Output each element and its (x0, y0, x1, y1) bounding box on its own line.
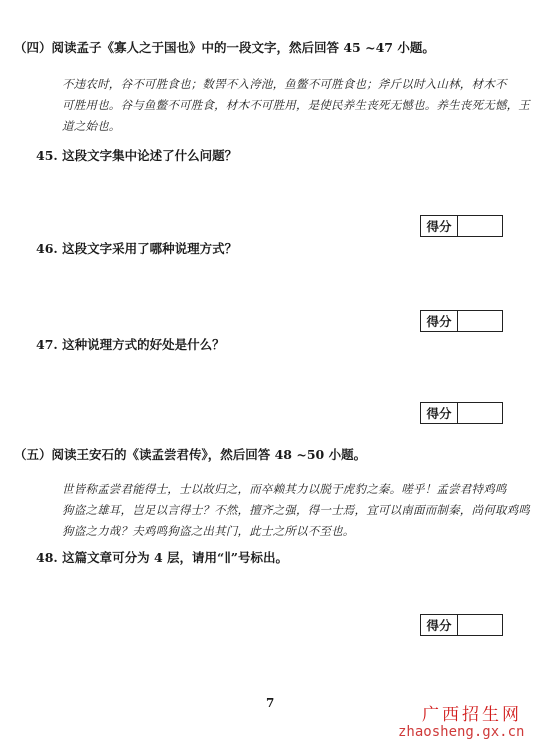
score-blank[interactable] (458, 403, 502, 423)
section5-heading: （五）阅读王安石的《读孟尝君传》，然后回答 48 ~50 小题。 (14, 447, 367, 462)
section4-passage-line-1: 不违农时，谷不可胜食也；数罟不入洿池，鱼鳖不可胜食也；斧斤以时入山林，材木不 (62, 77, 507, 91)
question-45: 45. 这段文字集中论述了什么问题？ (36, 148, 238, 163)
section4-heading: （四）阅读孟子《寡人之于国也》中的一段文字，然后回答 45 ~47 小题。 (14, 40, 435, 55)
question-48: 48. 这篇文章可分为 4 层，请用“∥”号标出。 (36, 550, 288, 565)
score-blank[interactable] (458, 311, 502, 331)
score-label: 得分 (421, 403, 458, 423)
section5-passage-line-2: 狗盗之雄耳，岂足以言得士？不然，擅齐之强，得一士焉，宜可以南面而制秦，尚何取鸡鸣 (62, 503, 530, 517)
watermark-url: zhaosheng.gx.cn (398, 724, 525, 740)
section5-passage-line-3: 狗盗之力哉？夫鸡鸣狗盗之出其门，此士之所以不至也。 (62, 524, 355, 538)
section4-passage-line-2: 可胜用也。谷与鱼鳖不可胜食，材木不可胜用，是使民养生丧死无憾也。养生丧死无憾，王 (62, 98, 530, 112)
score-box-48 (420, 614, 503, 636)
score-label: 得分 (421, 615, 458, 635)
watermark-site-name: 广西招生网 (422, 705, 522, 725)
score-blank[interactable] (458, 216, 502, 236)
score-label: 得分 (421, 216, 458, 236)
section5-passage-line-1: 世皆称孟尝君能得士，士以故归之，而卒赖其力以脱于虎豹之秦。嗟乎！孟尝君特鸡鸣 (62, 482, 507, 496)
section4-passage-line-3: 道之始也。 (62, 119, 121, 133)
score-box-45 (420, 215, 503, 237)
question-47: 47. 这种说理方式的好处是什么？ (36, 337, 225, 352)
question-46: 46. 这段文字采用了哪种说理方式？ (36, 241, 238, 256)
score-box-47 (420, 402, 503, 424)
page-number: 7 (266, 696, 275, 710)
score-box-46 (420, 310, 503, 332)
score-label: 得分 (421, 311, 458, 331)
score-blank[interactable] (458, 615, 502, 635)
